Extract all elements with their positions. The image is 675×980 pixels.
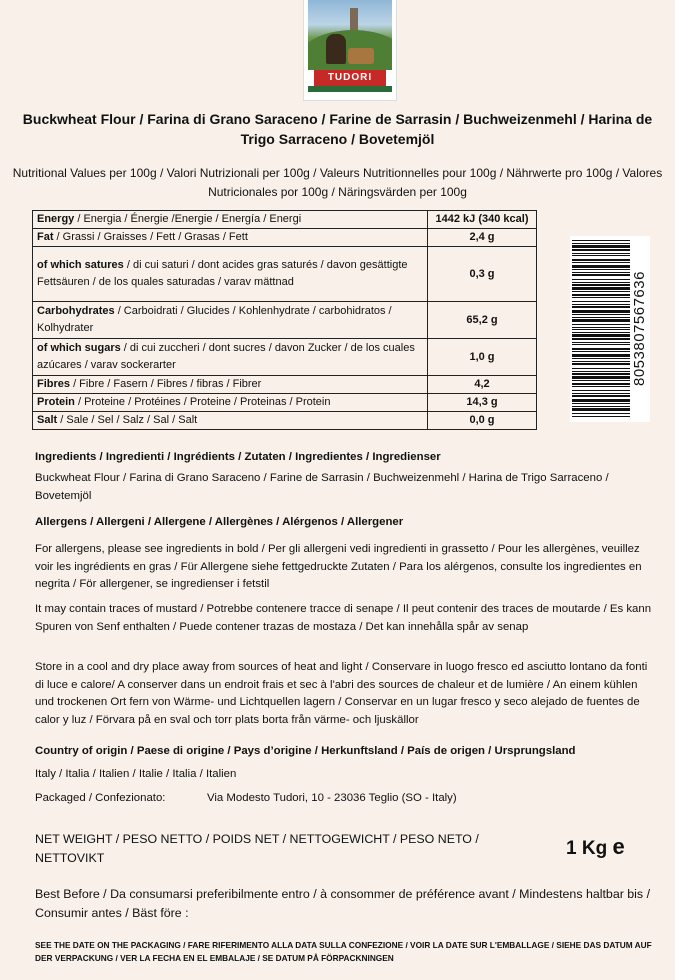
barcode-bar [572,253,630,254]
footer-note: SEE THE DATE ON THE PACKAGING / FARE RIFERIMENTO ALLA DATA SULLA CONFEZIONE / VOIR LA DATE SUR L'EMBALLAGE / SIEHE DAS DATUM AUF DER VERPACKUNG / VER LA FECHA EN EL EMBALAJE / SE DATUM PÅ FÖRPACKNINGEN [35,940,652,963]
barcode-bar [572,314,630,315]
nutrient-value: 2,4 g [428,229,537,247]
brand-logo [304,0,396,100]
allergens-heading: Allergens / Allergeni / Allergene / Allergènes / Alérgenos / Allergener [35,516,404,528]
packaged-address: Via Modesto Tudori, 10 - 23036 Teglio (SO - Italy) [207,792,457,804]
barcode-bar [572,416,630,417]
barcode-bar [572,294,630,296]
storage-text: Store in a cool and dry place away from sources of heat and light / Conservare in luogo fresco ed asciutto lontano da fonti di luce e calore/ A conserver dans un endroit frais et sec à l'abri des sources de chaleur et de lumière / An einem kühlen und trockenen Ort fern von Wärme- und Lichtquellen lagern / Conservar en un lugar fresco y seco alejado de fuentes de calor y luz / Förvara på en sval och torr plats borta från värme- och ljuskällor [35,661,648,726]
nutrient-value: 65,2 g [428,302,537,339]
packaged-label: Packaged / Confezionato: [35,792,166,804]
barcode-bar [572,255,630,256]
barcode-bar [572,348,630,350]
nutrition-row-fibres [33,376,537,394]
origin-text: Italy / Italia / Italien / Italie / Italia / Italien [35,768,237,780]
logo-person [326,34,346,64]
barcode-bar [572,376,630,379]
barcode-bar [572,279,630,280]
barcode-bar [572,368,630,369]
barcode-bar [572,301,630,302]
barcode-bar [572,274,630,276]
nutrient-value: 0,0 g [428,412,537,430]
nutrition-subtitle: Nutritional Values per 100g / Valori Nutrizionali per 100g / Valeurs Nutritionnelles pour 100g / Nährwerte pro 100g / Valores Nutricionales por 100g / Näringsvärden per 100g [12,166,663,199]
nutrient-value: 1442 kJ (340 kcal) [428,211,537,229]
ingredients-heading: Ingredients / Ingredienti / Ingrédients / Zutaten / Ingredientes / Ingredienser [35,451,441,463]
barcode-bar [572,259,630,261]
barcode-bar [572,358,630,359]
nutrition-row-energy [33,211,537,229]
barcode-bar [572,240,630,241]
barcode-bar [572,395,630,397]
nutrition-table [32,210,537,430]
barcode [570,236,650,422]
barcode-bar [572,383,630,385]
barcode-bar [572,310,630,313]
barcode-bar [572,304,630,305]
barcode-bar [572,371,630,372]
nutrition-row-saturates [33,247,537,302]
barcode-bar [572,406,630,407]
barcode-bar [572,361,630,362]
barcode-bar [572,243,630,244]
nutrient-value: 4,2 [428,376,537,394]
net-weight-value: 1 Kg e [566,834,625,859]
barcode-bar [572,334,630,337]
barcode-bar [572,380,630,381]
nutrient-label: Fat / Grassi / Graisses / Fett / Grasas / Fett [33,229,428,247]
barcode-bar [572,403,630,404]
nutrition-row-salt [33,412,537,430]
nutrient-label: Carbohydrates / Carboidrati / Glucides / Kohlenhydrate / carbohidratos / Kolhydrater [33,302,428,339]
barcode-bar [572,319,630,322]
nutrition-row-fat [33,229,537,247]
barcode-bar [572,245,630,248]
nutrient-label: Energy / Energia / Énergie /Energie / Energía / Energi [33,211,428,229]
nutrient-label: Fibres / Fibre / Fasern / Fibres / fibras / Fibrer [33,376,428,394]
barcode-bar [572,399,630,402]
allergens-traces: It may contain traces of mustard / Potrebbe contenere tracce di senape / Il peut contenir des traces de moutarde / Es kann Spuren von Senf enthalten / Puede contener trazas de mostaza / Det kan innehålla spår av senap [35,603,652,633]
barcode-bar [572,249,630,251]
logo-text: TUDORI [314,70,386,86]
barcode-bar [572,262,630,263]
barcode-bar [572,344,630,345]
allergens-text: For allergens, please see ingredients in bold / Per gli allergeni vedi ingredienti in grassetto / Pour les allergènes, veuillez voir les ingrédients en gras / Für Allergene siehe fettgedruckte Zutaten / Para los alérgenos, consulte los ingredientes en negrita / För allergener, se ingredienser i fetstil [35,543,642,590]
barcode-bar [572,282,630,283]
nutrient-label: Salt / Sale / Sel / Salz / Sal / Salt [33,412,428,430]
barcode-bar [572,291,630,292]
logo-basket [348,48,374,64]
ingredients-text: Buckwheat Flour / Farina di Grano Saraceno / Farine de Sarrasin / Buchweizenmehl / Harina de Trigo Sarraceno / Bovetemjöl [35,472,609,502]
barcode-bar [572,342,630,343]
barcode-bar [572,373,630,375]
barcode-bar [572,413,630,414]
barcode-bar [572,284,630,286]
barcode-bar [572,329,630,330]
barcode-bar [572,297,630,298]
nutrition-row-carbohydrates [33,302,537,339]
nutrient-label: Protein / Proteine / Protéines / Proteine / Proteinas / Protein [33,394,428,412]
nutrition-row-protein [33,394,537,412]
best-before-text: Best Before / Da consumarsi preferibilmente entro / à consommer de préférence avant / Mindestens haltbar bis / Consumir antes / Bäst före : [35,887,651,920]
barcode-bar [572,265,630,268]
barcode-bar [572,363,630,365]
origin-heading: Country of origin / Paese di origine / Pays d’origine / Herkunftsland / País de origen / Ursprungsland [35,745,576,757]
barcode-bar [572,390,630,391]
barcode-bar [572,287,630,290]
barcode-bar [572,386,630,387]
net-weight-label: NET WEIGHT / PESO NETTO / POIDS NET / NETTOGEWICHT / PESO NETO / NETTOVIKT [35,832,479,865]
nutrient-label: of which satures / di cui saturi / dont acides gras saturés / davon gesättigte Fettsäuren / de los quales saturadas / varav mättnad [33,247,428,302]
product-title: Buckwheat Flour / Farina di Grano Saraceno / Farine de Sarrasin / Buchweizenmehl / Harina de Trigo Sarraceno / Bovetemjöl [22,111,653,147]
barcode-bar [572,338,630,340]
barcode-bar [572,327,630,328]
barcode-bars [572,238,630,420]
nutrition-row-sugars [33,339,537,376]
barcode-bar [572,324,630,325]
nutrient-label: of which sugars / di cui zuccheri / dont sucres / davon Zucker / de los cuales azúcares / varav sockerarter [33,339,428,376]
barcode-bar [572,393,630,394]
logo-banner [308,86,392,92]
logo-illustration [308,0,392,70]
nutrient-value: 0,3 g [428,247,537,302]
nutrient-value: 1,0 g [428,339,537,376]
barcode-bar [572,332,630,333]
barcode-digits: 8053807567636 [631,271,648,387]
estimated-sign: e [612,834,625,859]
barcode-bar [572,354,630,357]
barcode-bar [572,306,630,308]
barcode-bar [572,269,630,270]
barcode-bar [572,317,630,318]
barcode-bar [572,351,630,352]
barcode-bar [572,408,630,411]
barcode-bar [572,272,630,273]
nutrient-value: 14,3 g [428,394,537,412]
